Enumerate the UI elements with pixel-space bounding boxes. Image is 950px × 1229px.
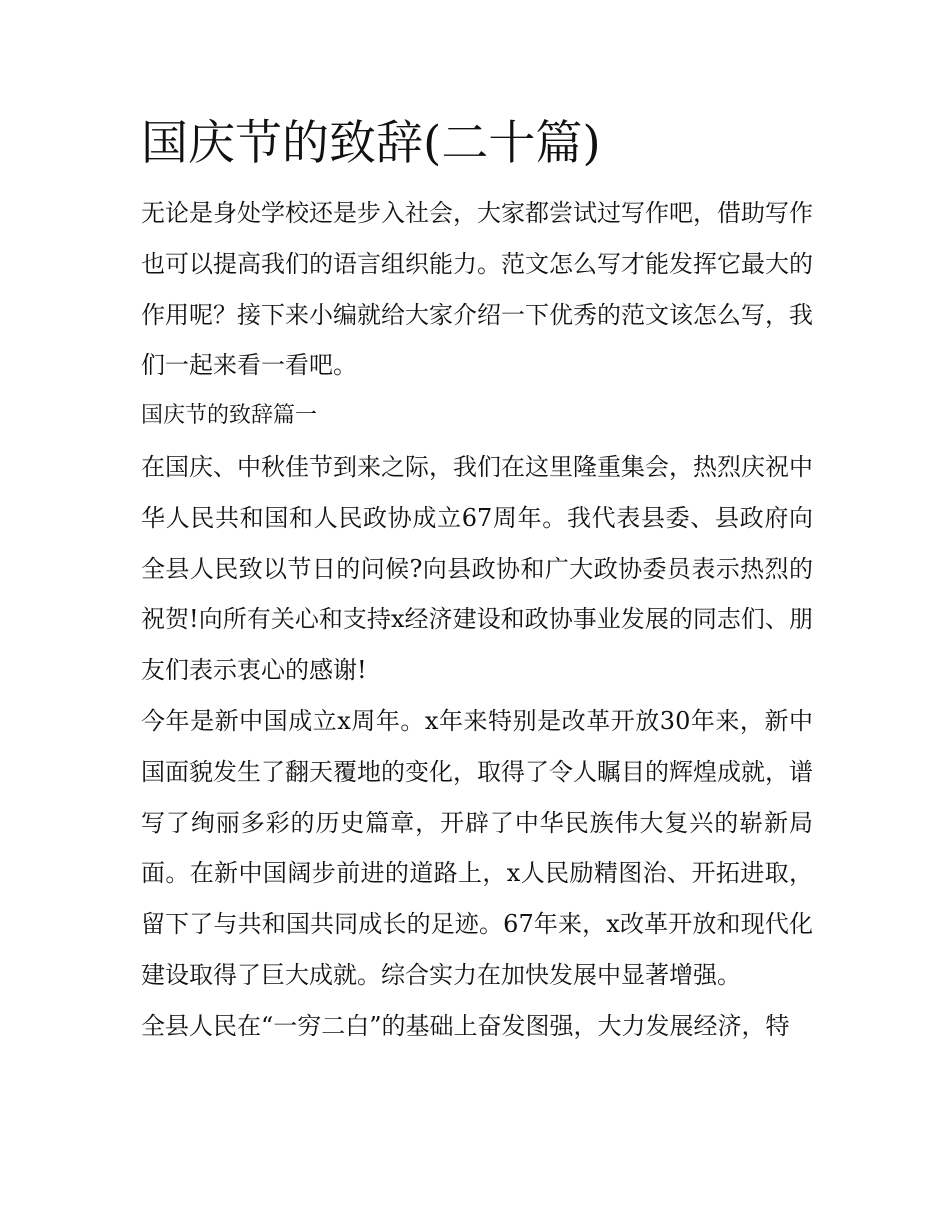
paragraph-1: 在国庆、中秋佳节到来之际，我们在这里隆重集会，热烈庆祝中华人民共和国和人民政协成立67周年。我代表县委、县政府向全县人民致以节日的问候?向县政协和广大政协委员表示热烈的祝贺!向所有关心和支持x经济建设和政协事业发展的同志们、朋友们表示衷心的感谢! bbox=[141, 452, 813, 685]
paragraph-3: 全县人民在“一穷二白”的基础上奋发图强，大力发展经济，特 bbox=[141, 1011, 790, 1040]
section-heading: 国庆节的致辞篇一 bbox=[141, 403, 318, 429]
document-body bbox=[141, 112, 813, 1052]
document-title: 国庆节的致辞(二十篇) bbox=[141, 116, 601, 171]
intro-paragraph: 无论是身处学校还是步入社会，大家都尝试过写作吧，借助写作也可以提高我们的语言组织能力。范文怎么写才能发挥它最大的作用呢？接下来小编就给大家介绍一下优秀的范文该怎么写，我们一起来看一看吧。 bbox=[141, 199, 813, 380]
paragraph-2: 今年是新中国成立x周年。x年来特别是改革开放30年来，新中国面貌发生了翻天覆地的变化，取得了令人瞩目的辉煌成就，谱写了绚丽多彩的历史篇章，开辟了中华民族伟大复兴的崭新局面。在新中国阔步前进的道路上，x人民励精图治、开拓进取，留下了与共和国共同成长的足迹。67年来，x改革开放和现代化建设取得了巨大成就。综合实力在加快发展中显著增强。 bbox=[141, 706, 813, 989]
